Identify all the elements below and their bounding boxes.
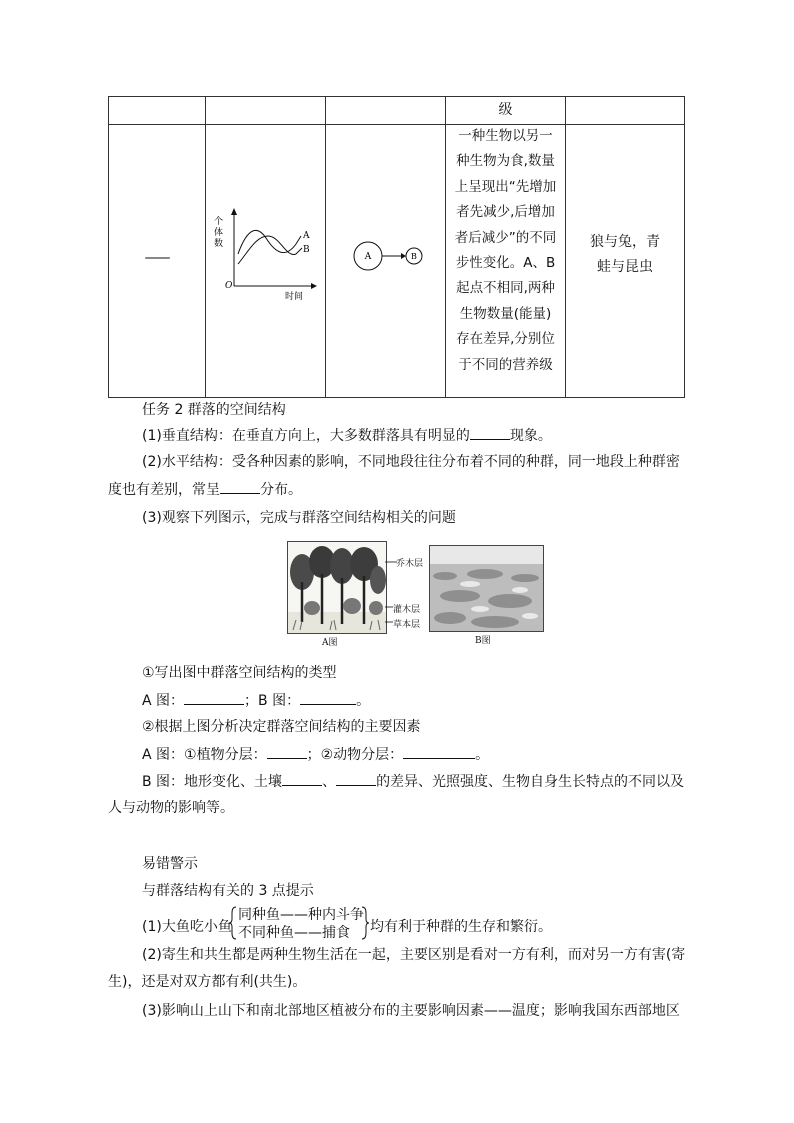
answer-blank[interactable] [267,744,307,759]
curve-a [238,230,301,254]
example-line: 狼与兔，青 [590,234,660,250]
sub3-line2: 人与动物的影响等。 [108,800,234,816]
desc-line: 起点不相同,两种 [456,280,555,297]
sub1-end: 。 [356,693,371,709]
q2-text: 度也有差别，常呈 [108,482,220,498]
desc-line: 步性变化。A、B [455,255,556,272]
desc-line: 者后减少”的不同 [454,229,557,246]
answer-blank[interactable] [300,690,356,705]
task2-title: 任务 2 群落的空间结构 [142,402,286,418]
graph-ylabel-3: 数 [214,239,224,249]
caption-a: A图 [322,638,338,648]
grassland-illustration [430,546,543,631]
sub1-prompt: ①写出图中群落空间结构的类型 [142,665,337,681]
sub3-text-after: 的差异、光照强度、生物自身生长特点的不同以及 [376,774,685,790]
curve-a-label: A [303,231,310,241]
tip1-prefix: (1)大鱼吃小鱼 [142,919,232,935]
tip2-line1: (2)寄生和共生都是两种生物生活在一起，主要区别是看对一方有利，而对另一方有害(寄 [142,947,686,963]
answer-blank[interactable] [220,479,260,494]
answer-blank[interactable] [282,771,322,786]
sub3-sep: 、 [322,774,337,790]
graph-origin: O [225,281,233,291]
brace-left [228,905,238,941]
answer-blank[interactable] [336,771,376,786]
sub3-line1 [142,771,684,792]
brace-top-line: 同种鱼——种内斗争 [238,907,364,923]
sub2-a-label: A 图：①植物分层： [142,747,267,763]
table-bottom-border [108,397,685,398]
brace-right [360,905,370,941]
layer-label-shrub: 灌木层 [393,605,421,615]
answer-blank[interactable] [184,690,244,705]
table-col-border [684,96,685,398]
sub2-prompt: ②根据上图分析决定群落空间结构的主要因素 [142,719,421,735]
brace-bottom-line: 不同种鱼——捕食 [238,925,350,941]
graph-ylabel-2: 体 [214,228,224,238]
forest-layers-image [287,541,387,634]
sub2-answers [142,744,489,765]
grassland-image [429,545,544,632]
q2-text-end: 分布。 [260,482,302,498]
node-b-label: B [411,252,417,261]
node-a-label: A [364,252,372,262]
sub1-a-label: A 图： [142,693,185,709]
answer-blank[interactable] [470,425,510,440]
q1-vertical-structure [142,425,552,446]
q2-horizontal-structure: (2)水平结构：受各种因素的影响，不同地段往往分布着不同的种群，同一地段上种群密 [142,454,680,470]
relation-description [446,124,565,378]
layer-label-tree: 乔木层 [396,559,424,569]
tip1-suffix: 均有利于种群的生存和繁衍。 [370,919,552,935]
sub3-text: B 图：地形变化、土壤 [142,774,283,790]
sub2-end: 。 [475,747,490,763]
desc-line: 上呈现出“先增加 [454,178,557,195]
graph-y-arrow [231,208,237,215]
curve-b-label: B [303,245,310,255]
desc-line: 存在差异,分别位 [456,331,555,348]
sub1-b-label: ；B 图： [244,693,301,709]
predation-diagram [326,236,445,276]
tip3-line1: (3)影响山上山下和南北部地区植被分布的主要影响因素——温度；影响我国东西部地区 [142,1003,680,1019]
desc-line: 者先减少,后增加 [456,204,555,221]
relation-examples [566,230,684,281]
answer-blank[interactable] [403,744,475,759]
sub1-answers [142,690,370,711]
q2-horizontal-structure-cont [108,479,302,500]
graph-ylabel-1: 个 [214,217,224,227]
sub2-b-label: ；②动物分层： [306,747,404,763]
warning-subtitle: 与群落结构有关的 3 点提示 [142,883,314,899]
interaction-table [108,96,685,398]
example-line: 蛙与昆虫 [597,259,653,276]
relation-blank: —— [144,250,169,266]
forest-illustration [288,542,386,633]
desc-line: 种生物为食,数量 [456,153,555,170]
graph-xlabel: 时间 [285,292,304,302]
layer-label-herb: 草本层 [393,620,421,630]
warning-title: 易错警示 [142,856,198,872]
tip2-line2: 生)，还是对双方都有利(共生)。 [108,974,307,990]
table-header-partial: 级 [498,102,513,118]
table-top-border [108,96,685,97]
graph-x-arrow [311,283,317,289]
desc-line: 生物数量(能量) [459,305,552,322]
q1-text: (1)垂直结构：在垂直方向上，大多数群落具有明显的 [142,428,470,444]
q1-text-end: 现象。 [509,428,552,444]
desc-line: 于不同的营养级 [458,356,553,373]
arrow-head [401,253,406,259]
table-row-divider [108,124,685,125]
caption-b: B图 [475,636,491,646]
desc-line: 一种生物以另一 [458,128,553,144]
population-graph [206,196,325,306]
curve-b [238,236,302,264]
q3-prompt: (3)观察下列图示，完成与群落空间结构相关的问题 [142,510,456,526]
